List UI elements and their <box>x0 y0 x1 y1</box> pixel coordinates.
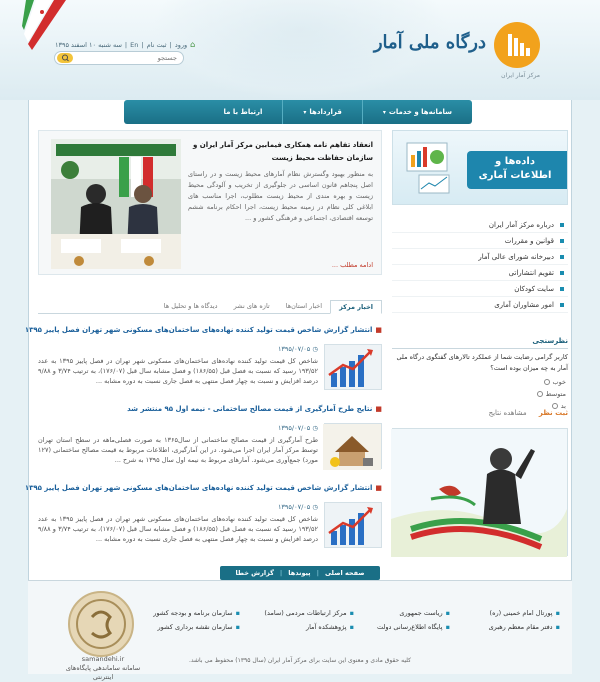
footer-link[interactable]: ▪ سازمان برنامه و بودجه کشور <box>153 606 240 620</box>
poll-question: کاربر گرامی رضایت شما از عملکرد تالارهای گفتگوی درگاه ملی آمار به چه میزان بوده است؟ <box>396 353 568 372</box>
copyright-text: کلیه حقوق مادی و معنوی این سایت برای مرکز آمار ایران (سال ۱۳۹۵) محفوظ می باشد. <box>188 657 412 664</box>
sidebar-link-council[interactable]: دبیرخانه شورای عالی آمار <box>392 249 568 265</box>
poll-results-link[interactable]: مشاهده نتایج <box>488 409 527 417</box>
poll-option-bad[interactable]: بد <box>552 402 566 410</box>
featured-summary: به منظور بهبود وگسترش نظام آمارهای محیط زیست و در راستای اصل پنجاهم قانون اساسی در جلوگیری از تخریب و آلودگی محیط زیست و بهره مندی از محیط زیست مطلوب، اجرا مناسب های ابلاغی کلی نظام در زمینه محیط زیست، اجرا احکام برنامه ششم توسعه اقتصادی، اجتماعی و فرهنگی کشور و ... <box>188 170 373 222</box>
site-logo[interactable] <box>373 22 540 82</box>
samandehi-seal-icon[interactable] <box>68 591 134 657</box>
banner-text: داده‌ها و اطلاعات آماری <box>478 156 552 181</box>
vote-button[interactable]: ثبت نظر <box>538 409 568 417</box>
news-date: ◷ ۱۳۹۵/۰۷/۰۵ <box>277 424 318 432</box>
site-header <box>0 0 600 100</box>
footer-links-col2 <box>377 606 450 634</box>
quick-links <box>392 217 568 313</box>
seal-caption: samandehi.ir سامانه ساماندهی پایگاه‌های اینترنتی <box>65 655 141 681</box>
news-item <box>24 484 382 554</box>
sidebar-link-consultants[interactable]: امور مشاوران آماری <box>392 297 568 313</box>
search-button[interactable] <box>57 53 73 63</box>
featured-news <box>38 130 382 275</box>
radio-icon <box>544 379 550 385</box>
featured-title[interactable]: انعقاد تفاهم نامه همکاری فیمابین مرکز آمار ایران و سازمان حفاظت محیط زیست <box>192 141 373 162</box>
read-more-link[interactable]: ادامه مطلب ... <box>331 261 373 269</box>
footer-links-col3 <box>264 606 354 634</box>
poll-title: نظرسنجی <box>392 337 568 349</box>
language-link[interactable]: En <box>130 40 139 49</box>
sidebar-link-kids[interactable]: سایت کودکان <box>392 281 568 297</box>
footer-link[interactable]: ▪ دفتر مقام معظم رهبری <box>489 620 560 634</box>
footer-nav: صفحه اصلی | پیوندها | گزارش خطا <box>220 566 380 580</box>
news-thumbnail-chart[interactable] <box>324 502 382 548</box>
news-date: ◷ ۱۳۹۵/۰۷/۰۵ <box>277 345 318 353</box>
bahman-poster[interactable] <box>392 428 568 556</box>
news-summary: طرح آمارگیری از قیمت مصالح ساختمانی از سال۱۳۶۵ به صورت فصلی‌ماهه در سطح استان تهران توسط مرکز آمار ایران اجرا می‌شود. در این آمارگیری، اطلاعات مربوط به قیمت مصالح ساختمانی (۱۲۷ مورد) جمع‌آوری می‌شود. آمارهای مربوط به نیمه اول سال ۱۳۹۵ به شرح ... <box>38 436 319 464</box>
footer-link[interactable]: ▪ ریاست جمهوری <box>377 606 450 620</box>
footer-link[interactable]: ▪ پایگاه اطلاع‌رسانی دولت <box>377 620 450 634</box>
news-summary: شاخص کل قیمت تولید کننده نهاده‌های ساختمان‌های مسکونی شهر تهران در فصل پاییز ۱۳۹۵ به عدد ۱۹۳/۵۲ رسید که نسبت به فصل قبل (۱۸۶/۵۵) و فصل مشابه سال قبل (۱۷۶/۰۷)، به ترتیب ۳/۷۴ و ۹/۸۸ درصد افزایش و نسبت به چهار فصل منتهی به فصل جاری نسبت به دوره مشابه ... <box>38 515 318 543</box>
footer-link[interactable]: ▪ سازمان نقشه برداری کشور <box>153 620 240 634</box>
nav-item-services[interactable]: سامانه‌ها و خدمات▾ <box>362 100 472 124</box>
news-thumbnail-chart[interactable] <box>324 344 382 390</box>
tab-publications[interactable]: تازه های نشر <box>233 302 270 310</box>
footer-link-home[interactable]: صفحه اصلی <box>324 569 365 577</box>
news-item <box>24 326 382 396</box>
poll-option-good[interactable]: خوب <box>544 378 567 386</box>
news-title[interactable]: ■انتشار گزارش شاخص قیمت تولید کننده نهاده‌های ساختمان‌های مسکونی شهر تهران فصل پاییز ۱۳۹۵ <box>24 326 382 334</box>
search-icon <box>57 53 73 63</box>
poll-option-medium[interactable]: متوسط <box>537 390 566 398</box>
footer-link[interactable]: ▪ پورتال امام خمینی (ره) <box>489 606 560 620</box>
footer-link-links[interactable]: پیوندها <box>288 569 311 577</box>
brand-title: درگاه ملی آمار <box>373 32 486 53</box>
news-item <box>38 405 382 475</box>
footer-links-col1 <box>489 606 560 634</box>
news-date: ◷ ۱۳۹۵/۰۷/۰۵ <box>277 503 318 511</box>
login-link[interactable]: ورود <box>174 40 188 49</box>
footer-link[interactable]: ▪ پژوهشکده آمار <box>264 620 354 634</box>
sidebar-link-about[interactable]: درباره مرکز آمار ایران <box>392 217 568 233</box>
news-thumbnail-materials[interactable] <box>324 423 382 469</box>
top-bar: ⌂ ورود | ثبت نام | En | سه شنبه ۱۰ اسفند ۱۳۹۵ <box>55 40 196 49</box>
tab-analysis[interactable]: دیدگاه ها و تحلیل ها <box>163 302 218 310</box>
news-title[interactable]: ■انتشار گزارش شاخص قیمت تولید کننده نهاده‌های ساختمان‌های مسکونی شهر تهران فصل پاییز ۱۳۹۵ <box>24 484 382 492</box>
tab-center-news[interactable]: اخبار مرکز <box>330 300 382 314</box>
home-icon[interactable]: ⌂ <box>190 40 196 49</box>
nav-item-contact[interactable]: ارتباط با ما <box>223 108 263 116</box>
footer-links-col4 <box>153 606 240 634</box>
logo-mark <box>494 22 540 68</box>
nav-item-contracts[interactable]: قراردادها▾ <box>282 100 361 124</box>
radio-icon <box>537 391 543 397</box>
footer-link[interactable]: ▪ مرکز ارتباطات مردمی (سامد) <box>264 606 354 620</box>
news-summary: شاخص کل قیمت تولید کننده نهاده‌های ساختمان‌های مسکونی شهر تهران در فصل پاییز ۱۳۹۵ به عدد ۱۹۳/۵۲ رسید که نسبت به فصل قبل (۱۸۶/۵۵) و فصل مشابه سال قبل (۱۷۶/۰۷)، به ترتیب ۳/۷۴ و ۹/۸۸ درصد افزایش و نسبت به چهار فصل منتهی به فصل جاری نسبت به دوره مشابه ... <box>38 357 318 385</box>
register-link[interactable]: ثبت نام <box>146 40 167 49</box>
sidebar-link-laws[interactable]: قوانین و مقررات <box>392 233 568 249</box>
main-nav <box>124 100 472 124</box>
data-banner[interactable] <box>392 130 568 205</box>
sidebar-link-calendar[interactable]: تقویم انتشاراتی <box>392 265 568 281</box>
news-title[interactable]: ■نتایج طرح آمارگیری از قیمت مصالح ساختمانی - نیمه اول ۹۵ منتشر شد <box>127 405 382 413</box>
poll-actions <box>392 409 568 417</box>
tab-province-news[interactable]: اخبار استان‌ها <box>285 302 323 310</box>
footer-link-report-error[interactable]: گزارش خطا <box>235 569 274 577</box>
news-tabs <box>38 300 382 314</box>
featured-photo[interactable] <box>51 139 181 269</box>
dashboard-icon <box>399 139 459 197</box>
search-box <box>54 51 184 65</box>
search-input[interactable] <box>77 53 177 63</box>
brand-subtitle: مرکز آمار ایران <box>501 72 540 79</box>
current-date: سه شنبه ۱۰ اسفند ۱۳۹۵ <box>55 40 122 49</box>
